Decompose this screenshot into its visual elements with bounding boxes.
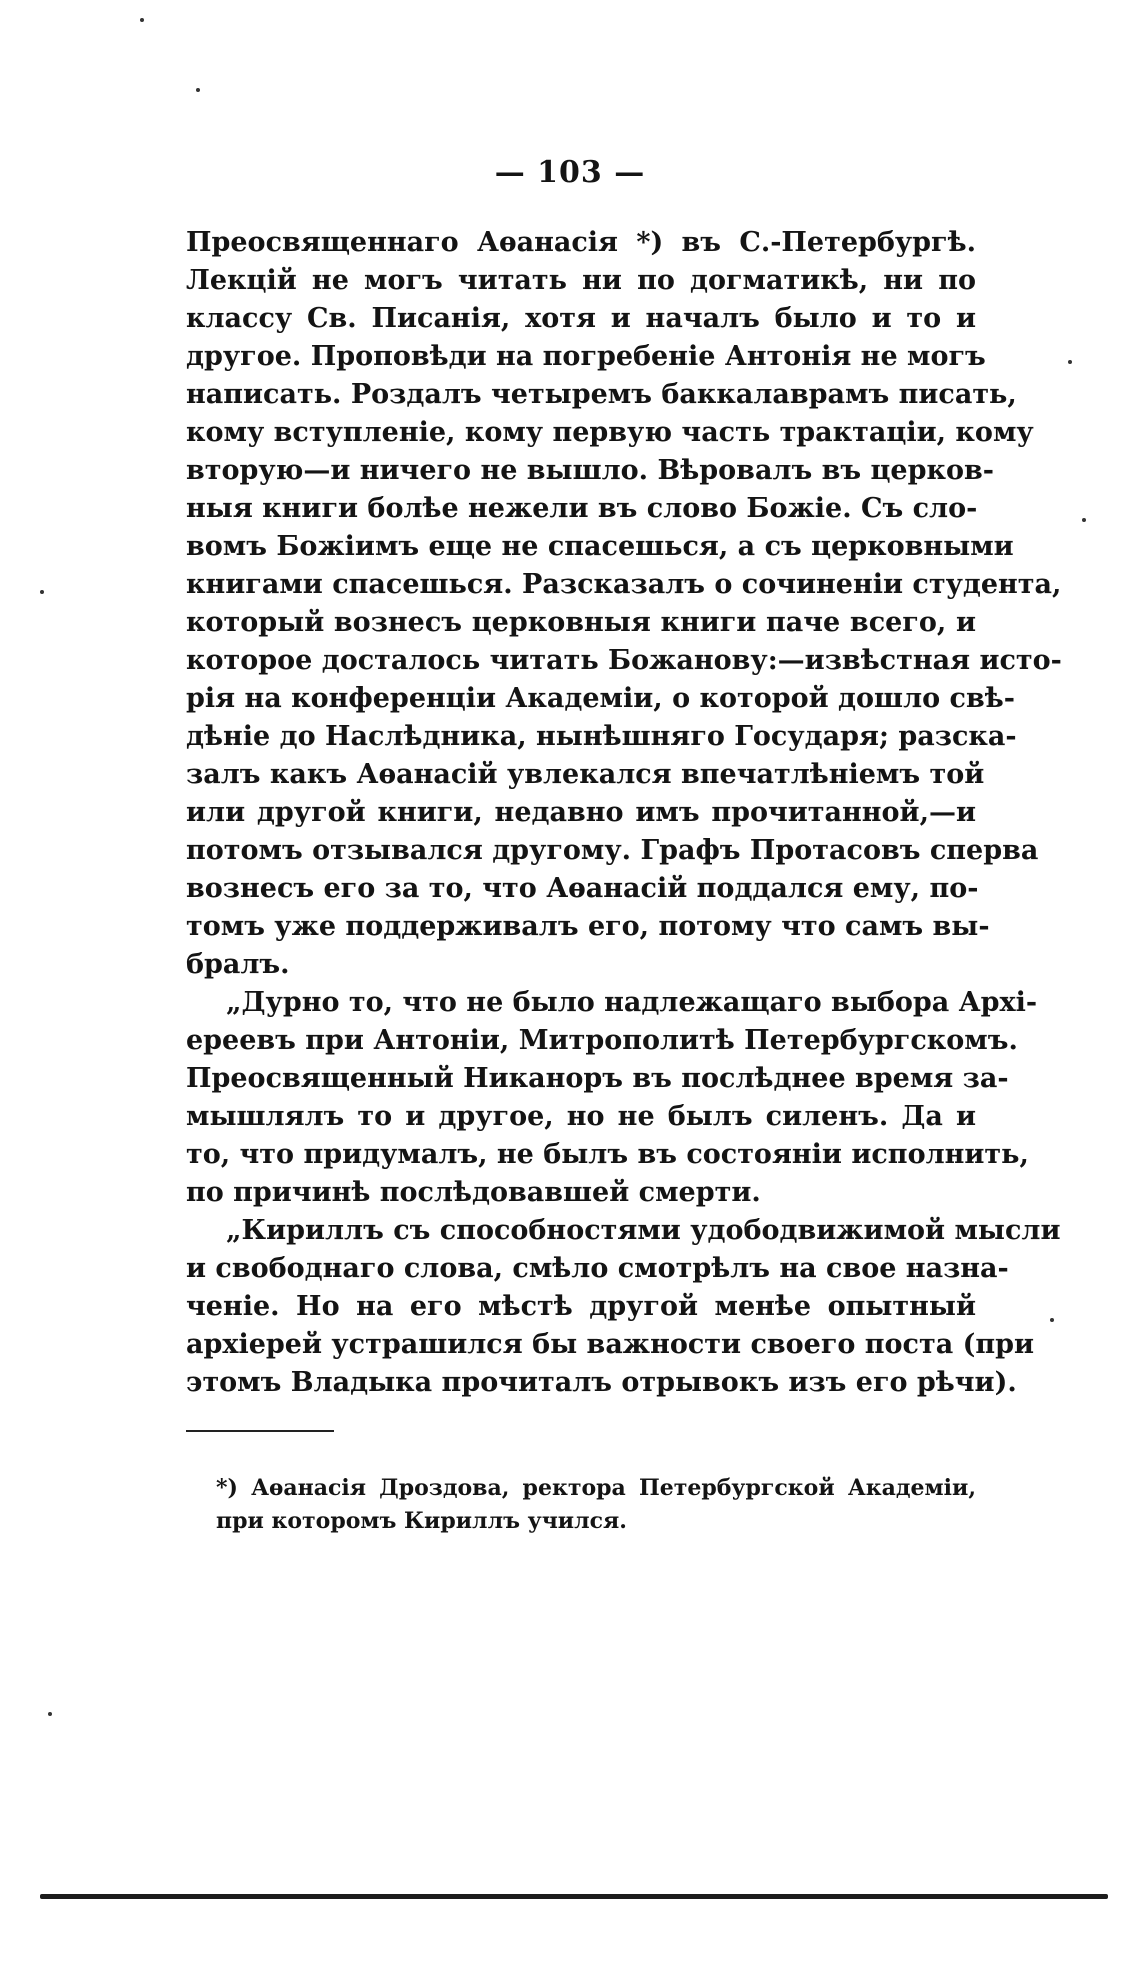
- text-line: и свободнаго слова, смѣло смотрѣлъ на свое назна-: [186, 1253, 1009, 1284]
- text-line: Преосвященный Никаноръ въ послѣднее время за-: [186, 1063, 1009, 1094]
- paragraph-start-line: „Кириллъ съ способностями удободвижимой мысли: [226, 1215, 1061, 1246]
- scan-speck: [1082, 518, 1086, 522]
- text-line: или другой книги, недавно имъ прочитанной,—и: [186, 797, 976, 828]
- text-line: по причинѣ послѣдовавшей смерти.: [186, 1177, 761, 1208]
- text-line: этомъ Владыка прочиталъ отрывокъ изъ его рѣчи).: [186, 1367, 1017, 1398]
- footnote: [216, 1472, 976, 1538]
- text-line: томъ уже поддерживалъ его, потому что самъ вы-: [186, 911, 990, 942]
- text-line: то, что придумалъ, не былъ въ состояніи исполнить,: [186, 1139, 1029, 1170]
- paragraph-start-line: „Дурно то, что не было надлежащаго выбора Архі-: [226, 987, 1038, 1018]
- text-line: Преосвященнаго Аѳанасія *) въ С.-Петербургѣ.: [186, 227, 976, 258]
- text-line: потомъ отзывался другому. Графъ Протасовъ сперва: [186, 835, 1039, 866]
- text-line: другое. Проповѣди на погребеніе Антонія не могъ: [186, 341, 986, 372]
- text-line: который вознесъ церковныя книги паче всего, и: [186, 607, 976, 638]
- scan-speck: [1050, 1318, 1054, 1322]
- text-line: ныя книги болѣе нежели въ слово Божіе. Съ сло-: [186, 493, 978, 524]
- text-line: дѣніе до Наслѣдника, нынѣшняго Государя; разска-: [186, 721, 1017, 752]
- text-line: рія на конференціи Академіи, о которой дошло свѣ-: [186, 683, 1015, 714]
- scan-speck: [140, 18, 144, 22]
- text-line: кому вступленіе, кому первую часть трактаціи, кому: [186, 417, 1034, 448]
- text-line: классу Св. Писанія, хотя и началъ было и то и: [186, 303, 976, 334]
- text-line: ереевъ при Антоніи, Митрополитѣ Петербургскомъ.: [186, 1025, 1018, 1056]
- text-line: мышлялъ то и другое, но не былъ силенъ. Да и: [186, 1101, 976, 1132]
- text-line: вомъ Божіимъ еще не спасешься, а съ церковными: [186, 531, 1014, 562]
- text-line: вторую—и ничего не вышло. Вѣровалъ въ церков-: [186, 455, 994, 486]
- scan-speck: [48, 1712, 52, 1716]
- text-line: ченіе. Но на его мѣстѣ другой менѣе опытный: [186, 1291, 976, 1322]
- footnote-line: *) Аѳанасія Дроздова, ректора Петербургской Академіи,: [216, 1475, 976, 1501]
- page-bottom-edge: [40, 1894, 1108, 1899]
- scan-speck: [1068, 360, 1072, 364]
- text-line: написать. Роздалъ четыремъ баккалаврамъ писать,: [186, 379, 1017, 410]
- text-line: книгами спасешься. Разсказалъ о сочиненіи студента,: [186, 569, 1062, 600]
- text-line: вознесъ его за то, что Аѳанасій поддался ему, по-: [186, 873, 979, 904]
- text-line: Лекцій не могъ читать ни по догматикѣ, ни по: [186, 265, 976, 296]
- text-line: которое досталось читать Божанову:—извѣстная исто-: [186, 645, 1062, 676]
- body-text: [186, 224, 1062, 1402]
- text-line: архіерей устрашился бы важности своего поста (при: [186, 1329, 1035, 1360]
- text-line: бралъ.: [186, 949, 290, 980]
- scan-speck: [196, 88, 200, 92]
- footnote-line: при которомъ Кириллъ учился.: [216, 1508, 627, 1534]
- footnote-separator: [186, 1430, 334, 1432]
- scan-speck: [40, 590, 44, 594]
- text-line: залъ какъ Аѳанасій увлекался впечатлѣніемъ той: [186, 759, 985, 790]
- page-number: — 103 —: [494, 155, 646, 190]
